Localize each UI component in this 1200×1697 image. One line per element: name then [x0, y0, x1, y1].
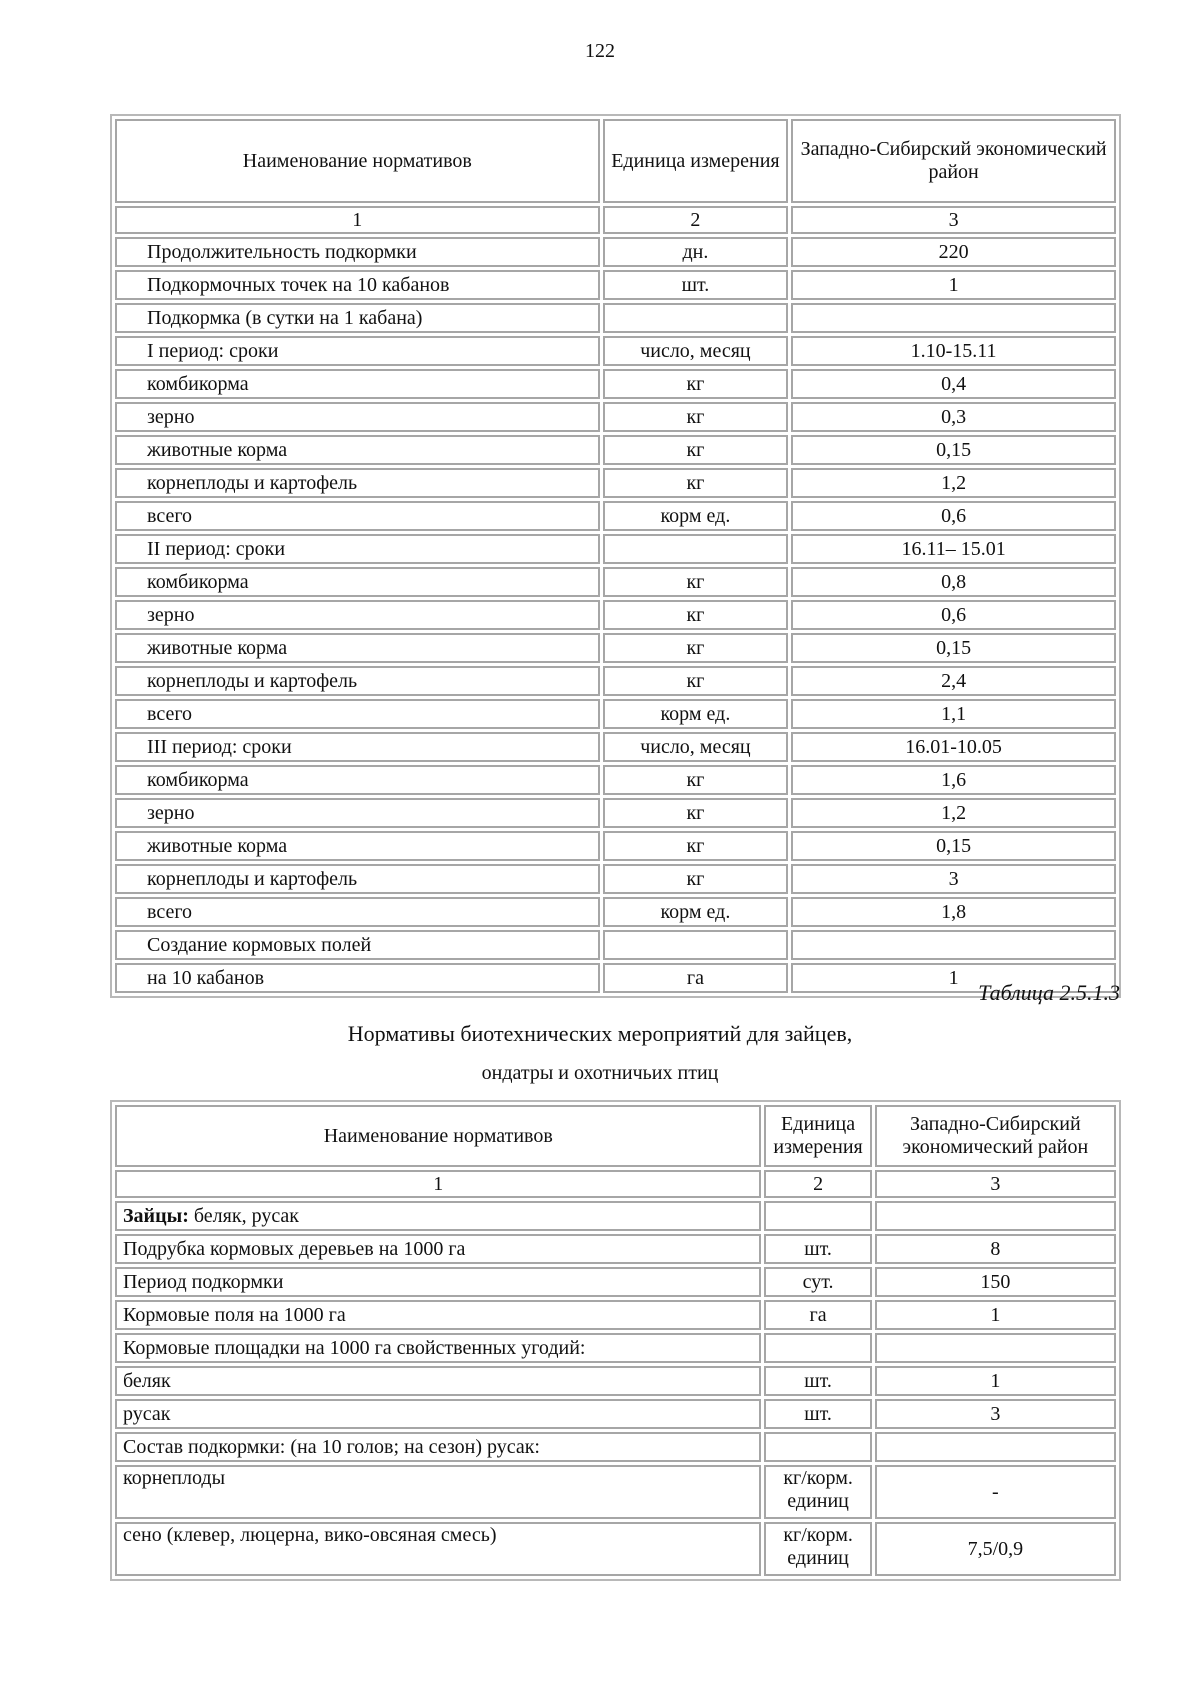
row-unit: шт.	[764, 1366, 871, 1396]
row-value: 1	[791, 270, 1116, 300]
table-row	[115, 1522, 1116, 1576]
row-value: 1	[791, 963, 1116, 993]
header-region: Западно-Сибирский экономический район	[875, 1105, 1116, 1167]
row-unit: кг	[603, 435, 789, 465]
row-unit: шт.	[764, 1234, 871, 1264]
row-unit: кг	[603, 798, 789, 828]
section-label-bold: Зайцы:	[123, 1204, 189, 1227]
row-unit: кг	[603, 864, 789, 894]
row-unit: га	[603, 963, 789, 993]
table-row	[115, 633, 1116, 663]
row-unit	[603, 534, 789, 564]
column-number-row	[115, 1170, 1116, 1198]
table-row	[115, 1333, 1116, 1363]
table-row	[115, 930, 1116, 960]
row-name: русак	[115, 1399, 761, 1429]
row-name: всего	[115, 897, 600, 927]
row-name: II период: сроки	[115, 534, 600, 564]
row-value: 1	[875, 1300, 1116, 1330]
row-value: 2,4	[791, 666, 1116, 696]
page-number: 122	[585, 40, 615, 62]
table-row	[115, 369, 1116, 399]
table-row	[115, 303, 1116, 333]
header-name: Наименование нормативов	[115, 1105, 761, 1167]
hare-feeding-norms-table	[110, 1100, 1121, 1581]
row-value: 0,6	[791, 501, 1116, 531]
row-name: I период: сроки	[115, 336, 600, 366]
table-row	[115, 765, 1116, 795]
row-unit: кг	[603, 633, 789, 663]
row-value: 0,3	[791, 402, 1116, 432]
table-caption: Таблица 2.5.1.3	[978, 980, 1120, 1005]
table-row	[115, 1234, 1116, 1264]
table-row	[115, 468, 1116, 498]
row-name: зерно	[115, 402, 600, 432]
row-value: 3	[791, 864, 1116, 894]
table-row	[115, 897, 1116, 927]
table-row	[115, 435, 1116, 465]
table-cell	[764, 1201, 871, 1231]
row-value: 0,15	[791, 831, 1116, 861]
row-value	[791, 930, 1116, 960]
row-value: 1,1	[791, 699, 1116, 729]
row-unit: кг	[603, 402, 789, 432]
row-name: Подкормочных точек на 10 кабанов	[115, 270, 600, 300]
row-value: 1.10-15.11	[791, 336, 1116, 366]
table-row	[115, 237, 1116, 267]
row-value: 3	[875, 1399, 1116, 1429]
row-name: Состав подкормки: (на 10 голов; на сезон) русак:	[115, 1432, 761, 1462]
row-unit	[764, 1432, 871, 1462]
table-title-line-1: Нормативы биотехнических мероприятий для зайцев,	[347, 1021, 853, 1046]
row-value: 7,5/0,9	[875, 1522, 1116, 1576]
table-row	[115, 1267, 1116, 1297]
row-unit: кг	[603, 666, 789, 696]
row-name: Кормовые площадки на 1000 га свойственных угодий:	[115, 1333, 761, 1363]
row-unit: корм ед.	[603, 897, 789, 927]
header-name: Наименование нормативов	[115, 119, 600, 203]
col-number-3: 3	[791, 206, 1116, 234]
row-name: сено (клевер, люцерна, вико-овсяная смесь)	[115, 1522, 761, 1576]
col-number-2: 2	[603, 206, 789, 234]
section-row	[115, 1201, 1116, 1231]
row-value: 0,8	[791, 567, 1116, 597]
row-name: животные корма	[115, 633, 600, 663]
row-name: Подрубка кормовых деревьев на 1000 га	[115, 1234, 761, 1264]
row-unit	[603, 930, 789, 960]
row-unit: дн.	[603, 237, 789, 267]
row-name: животные корма	[115, 831, 600, 861]
col-number-3: 3	[875, 1170, 1116, 1198]
row-value: 1	[875, 1366, 1116, 1396]
row-name: Период подкормки	[115, 1267, 761, 1297]
row-unit: сут.	[764, 1267, 871, 1297]
row-name: зерно	[115, 798, 600, 828]
table-row	[115, 699, 1116, 729]
table-row	[115, 600, 1116, 630]
row-value: 1,6	[791, 765, 1116, 795]
row-name: комбикорма	[115, 567, 600, 597]
header-region: Западно-Сибирский экономический район	[791, 119, 1116, 203]
row-name: комбикорма	[115, 765, 600, 795]
row-unit: корм ед.	[603, 501, 789, 531]
row-name: Кормовые поля на 1000 га	[115, 1300, 761, 1330]
table-row	[115, 534, 1116, 564]
section-label	[115, 1201, 761, 1231]
row-unit: га	[764, 1300, 871, 1330]
table-row	[115, 336, 1116, 366]
row-value: 1,2	[791, 468, 1116, 498]
boar-feeding-norms-table	[110, 114, 1121, 998]
row-name: III период: сроки	[115, 732, 600, 762]
header-unit: Единица измерения	[764, 1105, 871, 1167]
table-row	[115, 864, 1116, 894]
column-number-row	[115, 206, 1116, 234]
table-row	[115, 732, 1116, 762]
col-number-1: 1	[115, 206, 600, 234]
row-name: беляк	[115, 1366, 761, 1396]
table-row	[115, 501, 1116, 531]
row-value	[875, 1333, 1116, 1363]
table-row	[115, 666, 1116, 696]
row-name: комбикорма	[115, 369, 600, 399]
table-row	[115, 567, 1116, 597]
table-header-row	[115, 119, 1116, 203]
row-unit: кг	[603, 765, 789, 795]
row-unit: шт.	[603, 270, 789, 300]
table-row	[115, 1300, 1116, 1330]
row-value: 16.01-10.05	[791, 732, 1116, 762]
row-name: животные корма	[115, 435, 600, 465]
table-row	[115, 1366, 1116, 1396]
row-name: Подкормка (в сутки на 1 кабана)	[115, 303, 600, 333]
table-title-line-2: ондатры и охотничьих птиц	[481, 1062, 719, 1084]
row-value: 1,2	[791, 798, 1116, 828]
row-value: 1,8	[791, 897, 1116, 927]
row-unit: кг	[603, 468, 789, 498]
row-unit: число, месяц	[603, 336, 789, 366]
col-number-2: 2	[764, 1170, 871, 1198]
row-value: 0,15	[791, 633, 1116, 663]
table-row	[115, 1399, 1116, 1429]
row-unit: кг	[603, 831, 789, 861]
row-value: 8	[875, 1234, 1116, 1264]
table-row	[115, 402, 1116, 432]
row-value: 0,4	[791, 369, 1116, 399]
row-value: 150	[875, 1267, 1116, 1297]
row-unit: корм ед.	[603, 699, 789, 729]
row-unit: кг	[603, 369, 789, 399]
row-value	[875, 1432, 1116, 1462]
row-name: корнеплоды и картофель	[115, 864, 600, 894]
row-unit: число, месяц	[603, 732, 789, 762]
row-name: зерно	[115, 600, 600, 630]
table-row	[115, 1432, 1116, 1462]
table-cell	[875, 1201, 1116, 1231]
table-row	[115, 798, 1116, 828]
row-value: 220	[791, 237, 1116, 267]
section-label-rest: беляк, русак	[188, 1204, 300, 1227]
row-name: Продолжительность подкормки	[115, 237, 600, 267]
row-unit: кг	[603, 600, 789, 630]
col-number-1: 1	[115, 1170, 761, 1198]
row-unit: кг/корм. единиц	[764, 1465, 871, 1519]
row-value: 0,6	[791, 600, 1116, 630]
row-name: всего	[115, 501, 600, 531]
table-header-row	[115, 1105, 1116, 1167]
row-name: на 10 кабанов	[115, 963, 600, 993]
row-name: корнеплоды и картофель	[115, 666, 600, 696]
row-value	[791, 303, 1116, 333]
header-unit: Единица измерения	[603, 119, 789, 203]
row-unit: шт.	[764, 1399, 871, 1429]
row-value: 16.11– 15.01	[791, 534, 1116, 564]
row-unit: кг	[603, 567, 789, 597]
row-value: -	[875, 1465, 1116, 1519]
row-name: всего	[115, 699, 600, 729]
table-row	[115, 270, 1116, 300]
table-row	[115, 831, 1116, 861]
row-unit: кг/корм. единиц	[764, 1522, 871, 1576]
table-row	[115, 1465, 1116, 1519]
row-unit	[603, 303, 789, 333]
row-name: Создание кормовых полей	[115, 930, 600, 960]
row-name: корнеплоды	[115, 1465, 761, 1519]
row-unit	[764, 1333, 871, 1363]
row-name: корнеплоды и картофель	[115, 468, 600, 498]
row-value: 0,15	[791, 435, 1116, 465]
